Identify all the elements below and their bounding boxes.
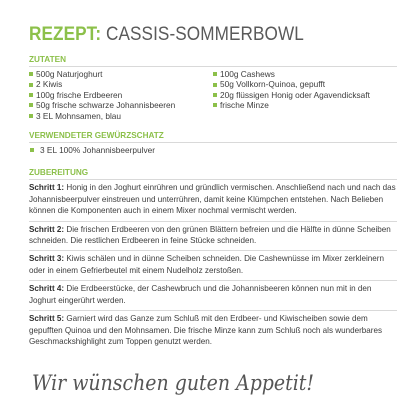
spices-heading: VERWENDETER GEWÜRZSCHATZ: [29, 130, 397, 143]
ingredient-item: [29, 90, 213, 100]
step-label: Schritt 1:: [29, 183, 65, 193]
ingredient-item-label: 50g Vollkorn-Quinoa, gepufft: [220, 79, 326, 90]
bullet-square-icon: [29, 72, 33, 76]
ingredients-columns: [29, 69, 397, 121]
ingredient-item-label: 20g flüssigen Honig oder Agavendicksaft: [220, 89, 370, 100]
ingredients-section: [29, 54, 397, 121]
title-prefix: REZEPT:: [29, 23, 102, 45]
preparation-step: [29, 311, 397, 351]
page-title: [29, 22, 353, 46]
ingredient-item: [29, 79, 213, 89]
title-main: CASSIS-SOMMERBOWL: [106, 23, 304, 45]
step-text: Honig in den Joghurt einrühren und gründlich vermischen. Anschließend nach und nach das Johannisbeerpulver einstreuen und unterrühren, damit keine Klümpchen entstehen. Nach Belieben können die Komponenten auch in einem Mixer nochmal vermischt werden.: [29, 183, 396, 216]
spices-list: [29, 145, 397, 155]
step-text: Die frischen Erdbeeren von den grünen Blättern befreien und die Hälfte in dünne Scheiben schneiden. Die restlichen Erdbeeren in feine Stücke schneiden.: [29, 224, 391, 246]
ingredient-item-label: 50g frische schwarze Johannisbeeren: [36, 100, 176, 111]
step-text: Kiwis schälen und in dünne Scheiben schneiden. Die Cashewnüsse im Mixer zerkleinern oder in einem Gefrierbeutel mit einem Nudelholz zerstoßen.: [29, 254, 384, 275]
ingredient-item-label: 100g frische Erdbeeren: [36, 89, 123, 100]
step-label: Schritt 5:: [29, 314, 65, 324]
ingredient-item: [213, 100, 397, 110]
preparation-step: [29, 281, 397, 311]
preparation-step: [29, 251, 397, 281]
step-label: Schritt 4:: [29, 284, 65, 294]
ingredient-item: [29, 111, 213, 121]
ingredient-item: [213, 79, 397, 89]
ingredient-item: [29, 69, 213, 79]
ingredient-item-label: 2 Kiwis: [36, 79, 63, 90]
spice-item: [29, 145, 397, 155]
ingredients-left-column: [29, 69, 213, 121]
step-text: Garniert wird das Ganze zum Schluß mit den Erdbeer- und Kiwischeiben sowie dem gepufften Quinoa und den Mohnsamen. Die frische Minze kann zum Schluß noch als wunderbares Geschmackshighlight zum Toppen genutzt werden.: [29, 314, 383, 346]
bullet-square-icon: [29, 93, 33, 97]
ingredient-item-label: 500g Naturjoghurt: [36, 69, 103, 79]
bullet-square-icon: [29, 83, 33, 87]
spices-section: [29, 130, 397, 155]
preparation-step: [29, 180, 397, 221]
bullet-square-icon: [213, 83, 217, 87]
ingredient-item: [29, 100, 213, 110]
step-label: Schritt 2:: [29, 224, 65, 234]
ingredient-item: [213, 90, 397, 100]
step-label: Schritt 3:: [29, 254, 65, 264]
preparation-heading: ZUBEREITUNG: [29, 167, 397, 180]
preparation-section: [29, 167, 397, 351]
ingredient-item-label: 3 EL Mohnsamen, blau: [36, 110, 122, 121]
ingredient-item-label: frische Minze: [220, 100, 269, 111]
bullet-square-icon: [213, 103, 217, 107]
preparation-step: [29, 222, 397, 252]
signature-text: Wir wünschen guten Appetit!: [32, 371, 314, 395]
recipe-card: [29, 22, 397, 351]
bullet-square-icon: [30, 148, 34, 152]
ingredients-right-column: [213, 69, 397, 121]
bullet-square-icon: [213, 93, 217, 97]
ingredient-item: [213, 69, 397, 79]
bullet-square-icon: [29, 114, 33, 118]
signature-script: [32, 364, 322, 400]
bullet-square-icon: [29, 103, 33, 107]
bullet-square-icon: [213, 72, 217, 76]
ingredient-item-label: 100g Cashews: [220, 69, 275, 79]
spice-item-label: 3 EL 100% Johannisbeerpulver: [40, 145, 156, 156]
preparation-steps: [29, 180, 397, 351]
step-text: Die Erdbeerstücke, der Cashewbruch und die Johannisbeeren können nun mit in den Joghurt eingerührt werden.: [29, 284, 372, 305]
ingredients-heading: ZUTATEN: [29, 54, 397, 67]
